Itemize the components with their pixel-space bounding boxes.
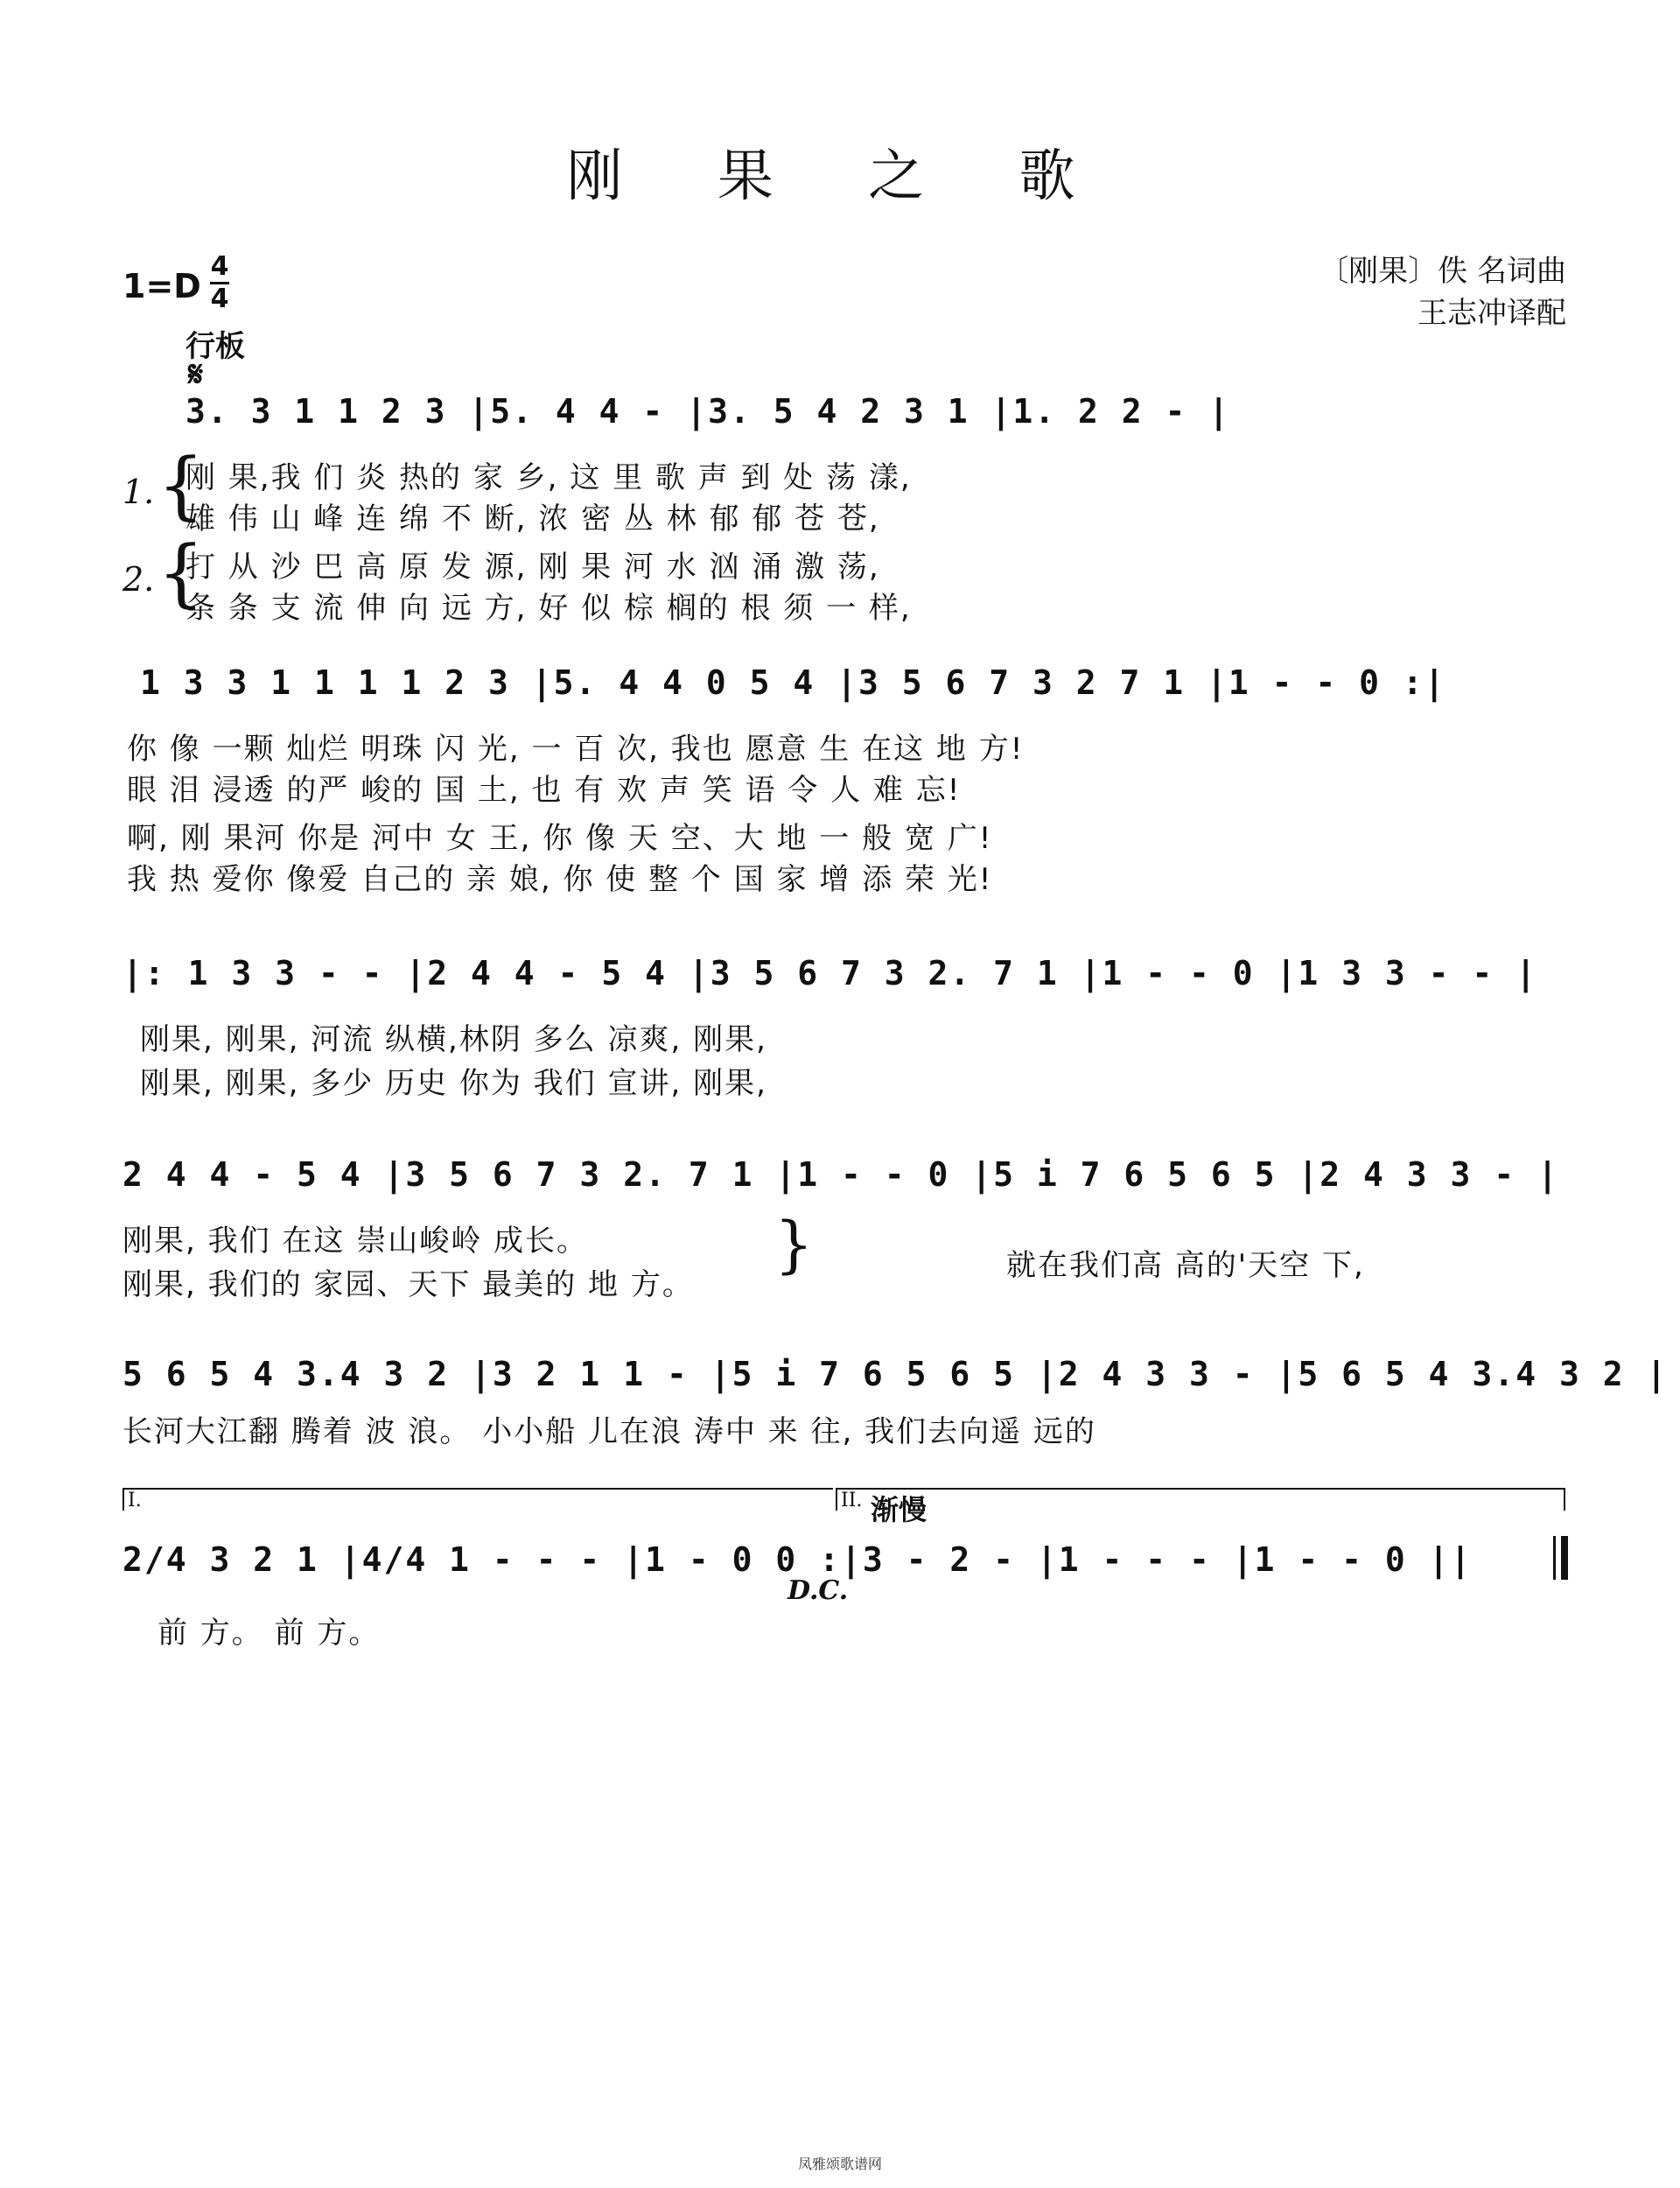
- system-5-notes: 5 6 5 4 3.4 3 2 |3 2 1 1 - |5 i 7 6 5 6 5 |2 4 3 3 - |5 6 5 4 3.4 3 2 |: [122, 1355, 1669, 1393]
- system-4-notes: 2 4 4 - 5 4 |3 5 6 7 3 2. 7 1 |1 - - 0 |5 i 7 6 5 6 5 |2 4 3 3 - |: [122, 1155, 1559, 1194]
- system-2-lyric-line: 啊, 刚 果河 你是 河中 女 王, 你 像 天 空、大 地 一 般 宽 广!: [127, 821, 993, 856]
- ritardando-marking: 渐慢: [871, 1493, 928, 1526]
- system-4-lyric-right: 就在我们高 高的'天空 下,: [1006, 1248, 1365, 1283]
- key-signature: 1=D: [122, 267, 201, 305]
- volta-2-bracket: [836, 1488, 1565, 1511]
- segno-icon: 𝄋: [188, 354, 204, 395]
- page-title: 刚 果 之 歌: [566, 144, 1114, 209]
- verse-2-label: 2.: [122, 560, 155, 599]
- system-3-notes: |: 1 3 3 - - |2 4 4 - 5 4 |3 5 6 7 3 2. 7 1 |1 - - 0 |1 3 3 - - |: [122, 954, 1538, 992]
- system-1-lyric-line: 条 条 支 流 伸 向 远 方, 好 似 棕 榈的 根 须 一 样,: [186, 591, 912, 626]
- time-signature-bottom: 4: [210, 284, 229, 314]
- verse-1-label: 1.: [122, 473, 155, 511]
- time-signature: [210, 251, 229, 314]
- system-5-lyric-line: 长河大江翻 腾着 波 浪。 小小船 儿在浪 涛中 来 往, 我们去向遥 远的: [122, 1414, 1096, 1449]
- verse-1-brace: {: [158, 442, 205, 528]
- system-2-notes: 1 3 3 1 1 1 1 2 3 |5. 4 4 0 5 4 |3 5 6 7 3 2 7 1 |1 - - 0 :|: [140, 663, 1446, 702]
- system-2-lyric-line: 我 热 爱你 像爱 自己的 亲 娘, 你 使 整 个 国 家 增 添 荣 光!: [127, 862, 993, 897]
- volta-2-label: II.: [841, 1490, 863, 1511]
- system-3-lyric-line: 刚果, 刚果, 河流 纵横,林阴 多么 凉爽, 刚果,: [140, 1022, 767, 1057]
- system-4-lyric-line: 刚果, 我们 在这 崇山峻岭 成长。: [122, 1224, 589, 1259]
- volta-1-bracket: [122, 1488, 833, 1511]
- system-1-notes: 3. 3 1 1 2 3 |5. 4 4 - |3. 5 4 2 3 1 |1. 2 2 - |: [186, 392, 1231, 431]
- credit-translator: 王志冲译配: [1418, 296, 1566, 331]
- final-barline-thin: [1553, 1536, 1556, 1580]
- system-4-brace: }: [774, 1209, 814, 1280]
- system-1-lyric-line: 打 从 沙 巴 高 原 发 源, 刚 果 河 水 汹 涌 激 荡,: [186, 550, 880, 585]
- system-2-lyric-line: 眼 泪 浸透 的严 峻的 国 土, 也 有 欢 声 笑 语 令 人 难 忘!: [127, 773, 962, 808]
- time-signature-top: 4: [210, 251, 229, 282]
- system-2-lyric-line: 你 像 一颗 灿烂 明珠 闪 光, 一 百 次, 我也 愿意 生 在这 地 方!: [127, 732, 1025, 767]
- final-barline-thick: [1561, 1536, 1568, 1580]
- footer-watermark: 凤雅颂歌谱网: [797, 2156, 882, 2172]
- system-6-notes: 2/4 3 2 1 |4/4 1 - - - |1 - 0 0 :|3 - 2 - |1 - - - |1 - - 0 ||: [122, 1540, 1473, 1579]
- da-capo-marking: D.C.: [788, 1575, 849, 1606]
- system-1-lyric-line: 雄 伟 山 峰 连 绵 不 断, 浓 密 丛 林 郁 郁 苍 苍,: [186, 501, 880, 536]
- tempo-marking: 行板: [186, 329, 245, 364]
- system-3-lyric-line: 刚果, 刚果, 多少 历史 你为 我们 宣讲, 刚果,: [140, 1066, 767, 1101]
- verse-2-brace: {: [158, 529, 205, 615]
- system-1-lyric-line: 刚 果,我 们 炎 热的 家 乡, 这 里 歌 声 到 处 荡 漾,: [186, 460, 912, 495]
- volta-1-label: I.: [128, 1490, 142, 1511]
- credit-composer: 〔刚果〕佚 名词曲: [1319, 254, 1566, 289]
- system-4-lyric-line: 刚果, 我们的 家园、天下 最美的 地 方。: [122, 1267, 694, 1302]
- system-6-lyric-line: 前 方。 前 方。: [158, 1616, 381, 1651]
